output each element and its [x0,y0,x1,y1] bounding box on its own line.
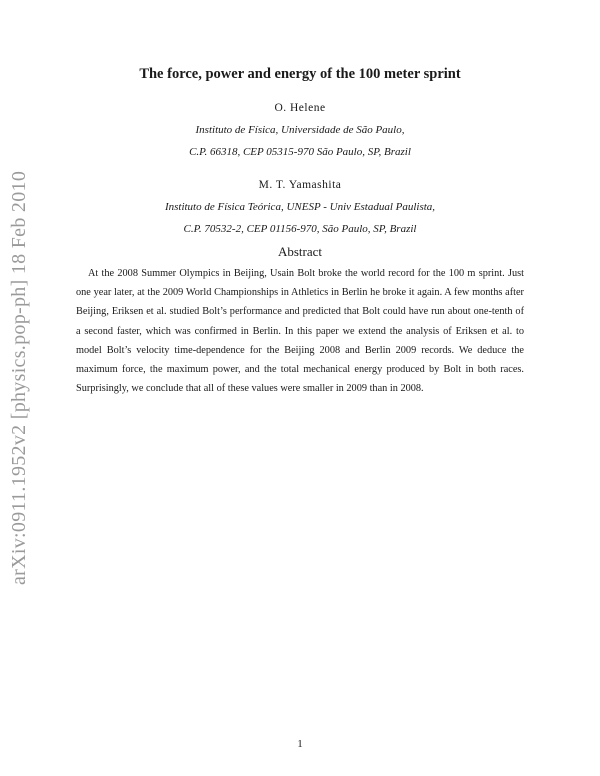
author-name: M. T. Yamashita [258,179,342,191]
author-affiliation-line: Instituto de Física Teórica, UNESP - Univ Estadual Paulista, [164,201,436,213]
abstract-heading: Abstract [277,244,323,259]
author-affiliation-line: C.P. 66318, CEP 05315-970 São Paulo, SP, Brazil [189,146,411,158]
author-name: O. Helene [274,102,326,114]
author-affiliation-line: Instituto de Física, Universidade de São Paulo, [195,124,405,136]
page-number: 1 [297,738,303,750]
arxiv-identifier-stamp: arXiv:0911.1952v2 [physics.pop-ph] 18 Feb 2010 [8,170,30,585]
paper-title: The force, power and energy of the 100 meter sprint [139,66,461,82]
abstract-text: At the 2008 Summer Olympics in Beijing, Usain Bolt broke the world record for the 100 m sprint. Just one year later, at the 2009 World Championships in Athletics in Berlin he broke it again. A few months after Beijing, Eriksen et al. studied Bolt’s performance and predicted that Bolt could have run about one-tenth of a second faster, which was confirmed in Berlin. In this paper we extend the analysis of Eriksen et al. to model Bolt’s velocity time-dependence for the Beijing 2008 and Berlin 2009 records. We deduce the maximum force, the maximum power, and the total mechanical energy produced by Bolt in both races. Surprisingly, we conclude that all of these values were smaller in 2009 than in 2008. [76,268,524,395]
author-affiliation-line: C.P. 70532-2, CEP 01156-970, São Paulo, SP, Brazil [183,223,417,235]
